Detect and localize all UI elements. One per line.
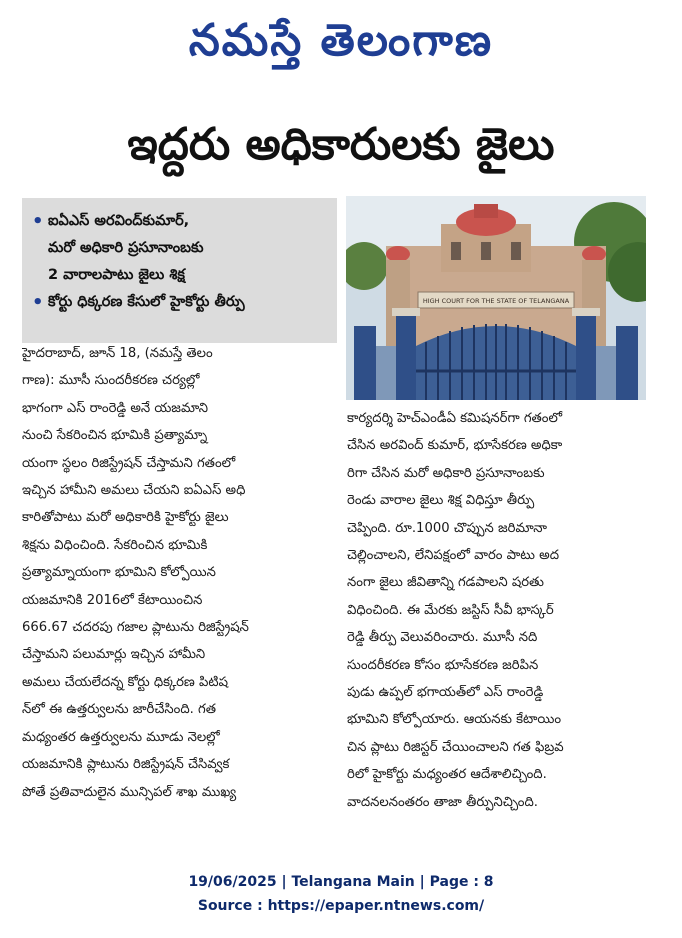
summary-line: 2 వారాలపాటు జైలు శిక్ష (48, 267, 185, 283)
summary-line: కోర్టు ధిక్కరణ కేసులో హైకోర్టు తీర్పు (48, 294, 245, 310)
summary-bullet (32, 289, 329, 316)
column-line: యజమానికి 2016లో కేటాయించిన (22, 592, 203, 608)
column-line: 666.67 చదరపు గజాల ప్లాటును రిజిస్ట్రేషన్ (22, 620, 249, 636)
column-line: అమలు చేయలేదన్న కోర్టు ధిక్కరణ పిటిష (22, 674, 228, 690)
column-line: చెల్లించాలని, లేనిపక్షంలో వారం పాటు అద (347, 548, 560, 564)
summary-line: ఐఏఎస్ అరవింద్‌కుమార్, (48, 213, 190, 229)
column-line: పోతే ప్రతివాదులైన మున్సిపల్ శాఖ ముఖ్య (22, 784, 237, 800)
article-column-left (22, 340, 334, 806)
summary-bullet-text (48, 208, 204, 289)
column-line: పుడు ఉప్పల్ భగాయత్‌లో ఎస్ రాంరెడ్డి (347, 685, 544, 701)
column-line: ప్రత్యామ్నాయంగా భూమిని కోల్పోయిన (22, 565, 216, 581)
column-line: విధించింది. ఈ మేరకు జస్టిస్ సీవీ భాస్కర్ (347, 602, 554, 618)
column-line: గాణ): మూసీ సుందరీకరణ చర్యల్లో (22, 373, 200, 389)
column-line: మధ్యంతర ఉత్తర్వులను మూడు నెలల్లో (22, 729, 220, 745)
column-line: హైదరాబాద్, జూన్ 18, (నమస్తే తెలం (22, 346, 213, 361)
column-line: వాదనలనంతరం తాజా తీర్పునిచ్చింది. (347, 794, 538, 810)
summary-box (22, 198, 337, 343)
column-line: యంగా స్థలం రిజిస్ట్రేషన్ చేస్తామని గతంలో (22, 455, 236, 471)
bullet-icon: • (32, 292, 44, 313)
column-line: రెడ్డి తీర్పు వెలువరించారు. మూసీ నది (347, 630, 538, 646)
column-line: చేసిన అరవింద్ కుమార్, భూసేకరణ అధికా (347, 438, 563, 454)
footer-date-page: 19/06/2025 | Telangana Main | Page : 8 (188, 874, 494, 890)
column-line: నుంచి సేకరించిన భూమికి ప్రత్యామ్నా (22, 428, 208, 444)
column-line: సుందరీకరణ కోసం భూసేకరణ జరిపిన (347, 657, 539, 673)
column-line: యజమానికి ప్లాటును రిజిస్ట్రేషన్ చేసివ్వక (22, 757, 230, 773)
column-line: నంగా జైలు జీవితాన్ని గడపాలని షరతు (347, 575, 544, 591)
column-line: చేస్తామని పలుమార్లు ఇచ్చిన హామీని (22, 647, 206, 663)
newspaper-masthead: నమస్తే తెలంగాణ (188, 15, 494, 66)
column-line: శిక్షను విధించింది. సేకరించిన భూమికి (22, 537, 208, 553)
summary-line: మరో అధికారి ప్రసూనాంబకు (48, 240, 204, 256)
article-column-right (347, 405, 647, 816)
column-line: ఇచ్చిన హామీని అమలు చేయని ఐఏఎస్ అధి (22, 483, 246, 499)
bullet-icon: • (32, 211, 44, 232)
column-line: కారితోపాటు మరో అధికారికి హైకోర్టు జైలు (22, 510, 229, 526)
column-line: కార్యదర్శి హెచ్‌ఎండీఏ కమిషనర్‌గా గతంలో (347, 411, 563, 426)
column-line: భాగంగా ఎస్ రాంరెడ్డి అనే యజమాని (22, 400, 208, 416)
column-line: రిగా చేసిన మరో అధికారి ప్రసూనాంబకు (347, 465, 545, 481)
article-headline: ఇద్దరు అధికారులకు జైలు (127, 119, 555, 170)
court-sign-text: HIGH COURT FOR THE STATE OF TELANGANA (422, 297, 570, 305)
footer-source: Source : https://epaper.ntnews.com/ (197, 898, 485, 914)
column-line: చెప్పింది. రూ.1000 చొప్పున జరిమానా (347, 520, 547, 536)
summary-bullet (32, 208, 329, 289)
column-line: చిన ప్లాటు రిజిస్టర్ చేయించాలని గత ఫిబ్రవ (347, 739, 564, 755)
column-line: రిలో హైకోర్టు మధ్యంతర ఆదేశాలిచ్చింది. (347, 767, 547, 783)
column-line: భూమిని కోల్పోయారు. ఆయనకు కేటాయిం (347, 712, 562, 728)
summary-bullet-text (48, 289, 245, 316)
column-line: రెండు వారాల జైలు శిక్ష విధిస్తూ తీర్పు (347, 493, 535, 509)
column-line: న్‌లో ఈ ఉత్తర్వులను జారీచేసింది. గత (22, 702, 216, 718)
high-court-photo (346, 196, 646, 400)
